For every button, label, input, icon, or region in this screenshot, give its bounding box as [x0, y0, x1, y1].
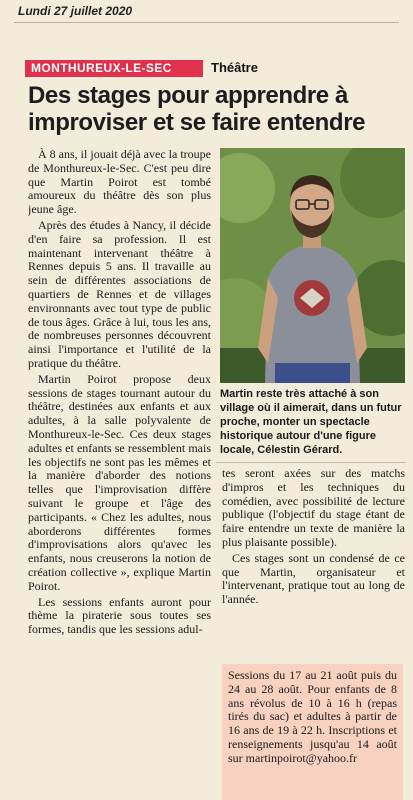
paragraph: tes seront axées sur des matchs d'impros et les techniques du comédien, avec possibilité de lecture publique (l'objectif du stage étant de faire entendre un texte de manière la plus plaisante possible).: [222, 466, 405, 549]
paragraph: Après des études à Nancy, il décide d'en faire sa profession. Il est maintenant intervenant théâtre à Rennes depuis 5 ans. Il travaille au sein de différentes associations de quartiers de Rennes et de villages environnants avec tout type de public de tous âges. Grâce à lui, tous les ans, de nombreuses personnes découvrent ainsi l'importance et l'utilité de la pratique du théâtre.: [28, 217, 211, 370]
practical-info-box: Sessions du 17 au 21 août puis du 24 au 28 août. Pour enfants de 8 ans révolus de 10 à 16 h (repas tirés du sac) et adultes à partir de 16 ans de 19 à 22 h. Inscriptions et renseignements jusqu'au 14 août sur martinpoirot@yahoo.fr: [222, 664, 403, 800]
category-label: Théâtre: [211, 60, 258, 75]
article-column-left: [28, 148, 211, 800]
article-column-right: [222, 467, 405, 609]
paragraph: Martin Poirot propose deux sessions de stages tournant autour du théâtre, destinées aux enfants et aux adultes, à la salle polyvalente de Monthureux-le-Sec. Ces deux stages adultes et enfants se ressemblent mais les objectifs ne sont pas les mêmes et la manière d'aborder des notions telles que l'improvisation diffère suivant le groupe et l'âge des participants. « Chez les adultes, nous aborderons différentes formes d'improvisations alors qu'avec les enfants, nous creuserons la notion de création collective », explique Martin Poirot.: [28, 371, 211, 593]
article-headline: Des stages pour apprendre à improviser et se faire entendre: [28, 82, 366, 136]
header-rule: [14, 22, 399, 23]
paragraph: À 8 ans, il jouait déjà avec la troupe de Monthureux-le-Sec. C'est peu dire que Martin Poirot est tombé amoureux du théâtre dès son plus jeune âge.: [28, 148, 211, 217]
caption-separator: [216, 462, 406, 463]
paragraph: Les sessions enfants auront pour thème la piraterie sous toutes ses formes, tandis que les sessions adul-: [28, 594, 211, 637]
issue-date: Lundi 27 juillet 2020: [18, 4, 133, 18]
photo-caption: Martin reste très attaché à son village où il aimerait, dans un futur proche, monter un spectacle historique autour d'une figure locale, Célestin Gérard.: [220, 388, 402, 456]
portrait-photo: [220, 148, 405, 383]
location-rubric: MONTHUREUX-LE-SEC: [25, 60, 203, 77]
paragraph: Ces stages sont un condensé de ce que Martin, organisateur et l'intervenant, pratique tout au long de l'année.: [222, 550, 405, 607]
photo-illustration: [220, 148, 405, 383]
